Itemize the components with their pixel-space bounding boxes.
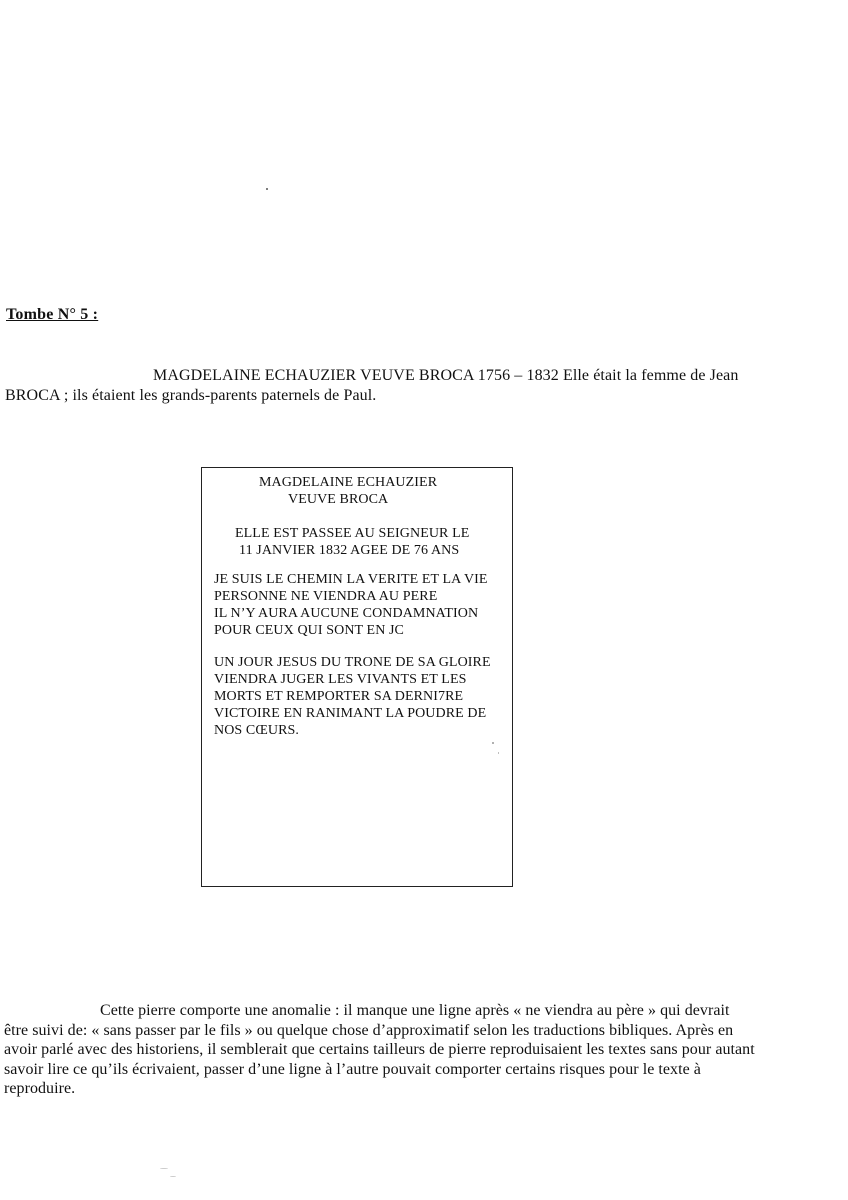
intro-line-2: BROCA ; ils étaient les grands-parents paternels de Paul. bbox=[5, 387, 377, 404]
note-line: Cette pierre comporte une anomalie : il manque une ligne après « ne viendra au père » qui devrait bbox=[100, 1002, 730, 1019]
verse-2-line: UN JOUR JESUS DU TRONE DE SA GLOIRE bbox=[214, 655, 491, 670]
scan-speck bbox=[160, 1168, 168, 1169]
scan-speck bbox=[170, 1176, 176, 1177]
intro-line-1: MAGDELAINE ECHAUZIER VEUVE BROCA 1756 – 1832 Elle était la femme de Jean bbox=[153, 367, 739, 384]
verse-1-line: JE SUIS LE CHEMIN LA VERITE ET LA VIE bbox=[214, 572, 488, 587]
tomb-verse-1 bbox=[214, 571, 488, 639]
scan-speck bbox=[492, 742, 494, 744]
section-heading: Tombe N° 5 : bbox=[6, 306, 99, 323]
tomb-name-line-2: VEUVE BROCA bbox=[288, 492, 389, 507]
verse-2-line: MORTS ET REMPORTER SA DERNI7RE bbox=[214, 689, 464, 704]
note-line: avoir parlé avec des historiens, il semblerait que certains tailleurs de pierre reproduisaient les textes sans pour autant bbox=[4, 1041, 755, 1058]
anomaly-note-paragraph bbox=[4, 1001, 804, 1099]
tombstone-inscription-box bbox=[201, 467, 513, 887]
note-line: reproduire. bbox=[4, 1080, 76, 1097]
tomb-verse-2 bbox=[214, 654, 491, 739]
intro-paragraph bbox=[5, 366, 805, 406]
scan-speck bbox=[266, 188, 268, 190]
note-line: être suivi de: « sans passer par le fils » ou quelque chose d’approximatif selon les traductions bibliques. Après en bbox=[4, 1021, 734, 1039]
verse-1-line: IL N’Y AURA AUCUNE CONDAMNATION bbox=[214, 606, 479, 621]
tomb-name-line-1: MAGDELAINE ECHAUZIER bbox=[259, 475, 438, 490]
tomb-death-line-1: ELLE EST PASSEE AU SEIGNEUR LE bbox=[235, 526, 470, 541]
verse-2-line: VIENDRA JUGER LES VIVANTS ET LES bbox=[214, 672, 467, 687]
verse-2-line: NOS CŒURS. bbox=[214, 723, 300, 738]
verse-2-line: VICTOIRE EN RANIMANT LA POUDRE DE bbox=[214, 706, 487, 721]
verse-1-line: POUR CEUX QUI SONT EN JC bbox=[214, 623, 404, 638]
note-line: savoir lire ce qu’ils écrivaient, passer d’une ligne à l’autre pouvait comporter certains risques pour le texte à bbox=[4, 1060, 701, 1078]
verse-1-line: PERSONNE NE VIENDRA AU PERE bbox=[214, 589, 438, 604]
tomb-death-line-2: 11 JANVIER 1832 AGEE DE 76 ANS bbox=[239, 543, 460, 558]
scan-speck bbox=[498, 752, 499, 754]
